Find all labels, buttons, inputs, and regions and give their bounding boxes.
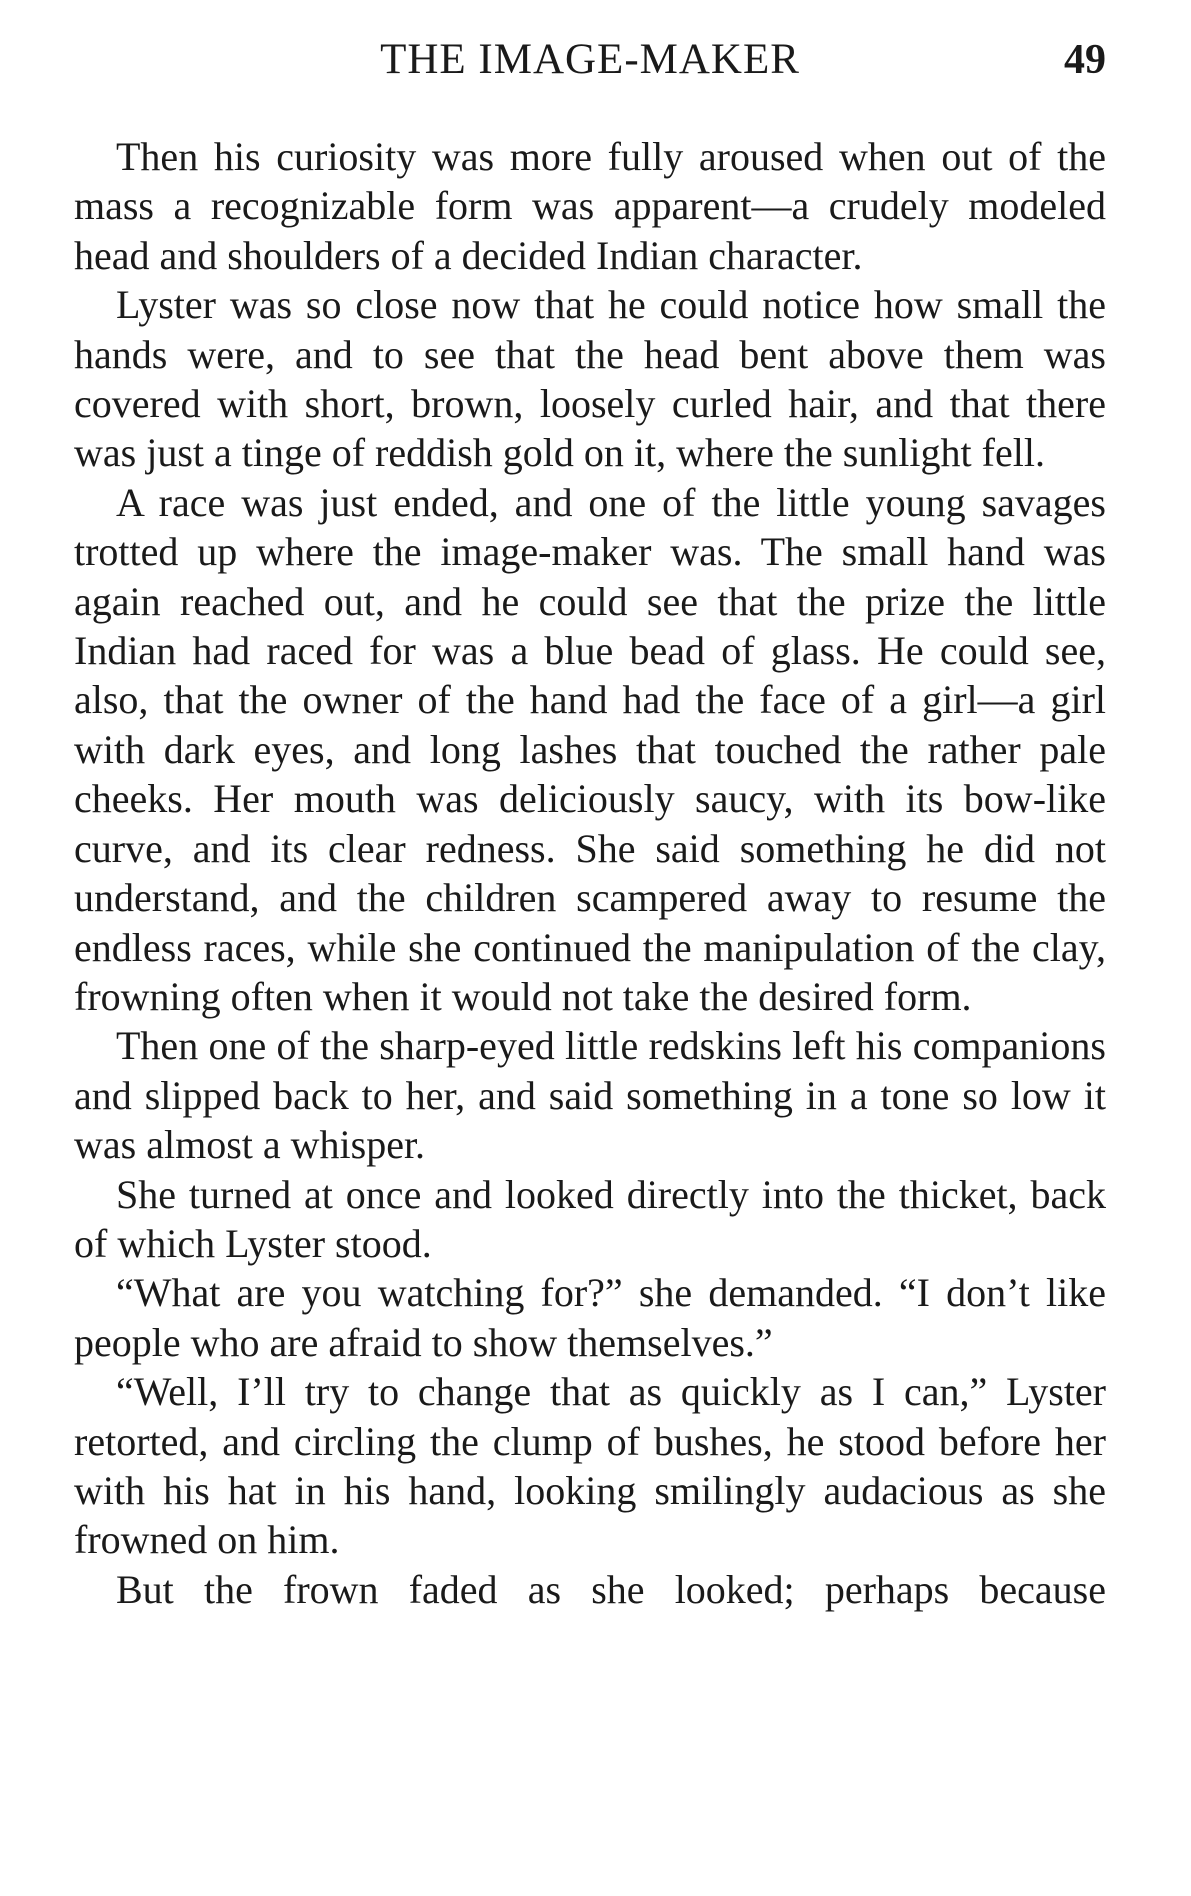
paragraph: “What are you watching for?” she demanded. “I don’t like people who are afraid to show themselves.”: [74, 1270, 1106, 1365]
paragraph: She turned at once and looked directly into the thicket, back of which Lyster stood.: [74, 1171, 1106, 1266]
paragraph-continued: But the frown faded as she looked; perhaps because: [116, 1566, 1106, 1612]
running-head: [74, 30, 1106, 90]
paragraph: Lyster was so close now that he could notice how small the hands were, and to see that the head bent above them was covered with short, brown, loosely curled hair, and that there was just a tinge of reddish gold on it, where the sunlight fell.: [74, 282, 1106, 476]
body-text: [74, 132, 1106, 1614]
paragraph: A race was just ended, and one of the little young savages trotted up where the image-maker was. The small hand was again reached out, and he could see that the prize the little Indian had raced for was a blue bead of glass. He could see, also, that the owner of the hand had the face of a girl—a girl with dark eyes, and long lashes that touched the rather pale cheeks. Her mouth was deliciously saucy, with its bow-like curve, and its clear redness. She said something he did not understand, and the children scampered away to resume the endless races, while she continued the manipulation of the clay, frowning often when it would not take the desired form.: [74, 479, 1106, 1019]
paragraph: “Well, I’ll try to change that as quickly as I can,” Lyster retorted, and circling the clump of bushes, he stood before her with his hat in his hand, looking smilingly audacious as she frowned on him.: [74, 1369, 1106, 1563]
paragraph: Then his curiosity was more fully aroused when out of the mass a recognizable form was apparent—a crudely modeled head and shoulders of a decided Indian character.: [74, 134, 1106, 278]
running-title: THE IMAGE-MAKER: [380, 36, 800, 83]
paragraph: Then one of the sharp-eyed little redskins left his companions and slipped back to her, and said something in a tone so low it was almost a whisper.: [74, 1023, 1106, 1168]
page-number: 49: [1064, 37, 1106, 83]
